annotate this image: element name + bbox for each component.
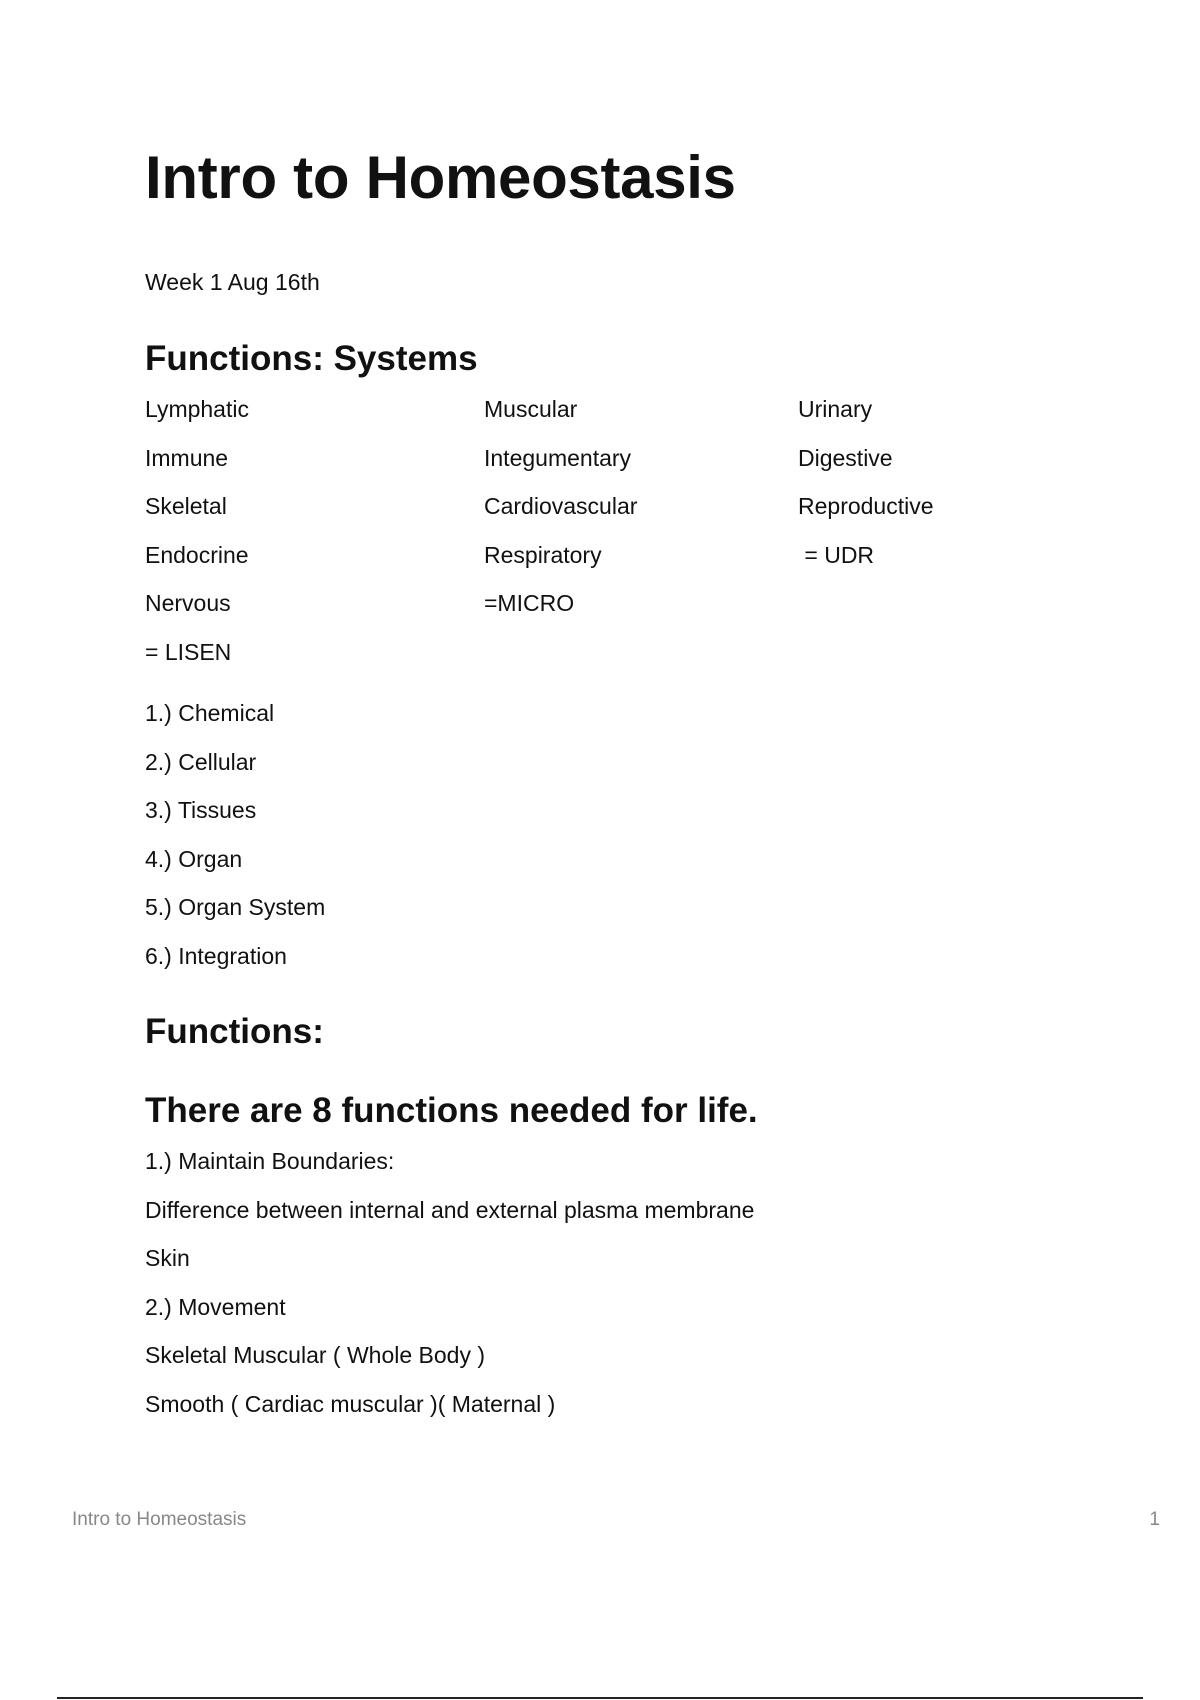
system-mnemonic: = LISEN bbox=[145, 638, 232, 665]
system-item: Endocrine bbox=[145, 541, 249, 568]
page-number: 1 bbox=[1149, 1509, 1160, 1530]
body-line: 2.) Movement bbox=[145, 1293, 286, 1320]
system-item: Muscular bbox=[484, 396, 578, 422]
systems-column-1 bbox=[145, 398, 249, 689]
system-item: Reproductive bbox=[798, 493, 934, 519]
footer-title: Intro to Homeostasis bbox=[72, 1509, 247, 1530]
body-line: Smooth ( Cardiac muscular )( Maternal ) bbox=[145, 1390, 556, 1417]
list-item: 5.) Organ System bbox=[145, 894, 326, 920]
functions-subheading: There are 8 functions needed for life. bbox=[145, 1091, 758, 1130]
systems-column-3 bbox=[798, 398, 934, 592]
body-line: Difference between internal and external plasma membrane bbox=[145, 1196, 755, 1223]
system-item: Skeletal bbox=[145, 493, 227, 519]
divider bbox=[57, 1697, 1143, 1699]
page-title: Intro to Homeostasis bbox=[145, 144, 736, 211]
list-item: 6.) Integration bbox=[145, 942, 287, 969]
system-item: Cardiovascular bbox=[484, 493, 638, 519]
list-item: 3.) Tissues bbox=[145, 797, 257, 823]
system-item: Urinary bbox=[798, 396, 873, 422]
list-item: 2.) Cellular bbox=[145, 748, 257, 775]
systems-grid bbox=[145, 398, 1045, 678]
functions-body bbox=[145, 1150, 754, 1441]
system-item: Lymphatic bbox=[145, 396, 249, 422]
system-item: Nervous bbox=[145, 590, 231, 616]
system-item: Immune bbox=[145, 444, 229, 471]
system-mnemonic: = UDR bbox=[798, 541, 875, 568]
organization-levels-list bbox=[145, 702, 325, 993]
systems-heading: Functions: Systems bbox=[145, 339, 478, 378]
body-line: 1.) Maintain Boundaries: bbox=[145, 1148, 395, 1174]
body-line: Skeletal Muscular ( Whole Body ) bbox=[145, 1342, 486, 1368]
systems-column-2 bbox=[484, 398, 637, 641]
system-mnemonic: =MICRO bbox=[484, 590, 575, 616]
system-item: Digestive bbox=[798, 444, 893, 471]
list-item: 4.) Organ bbox=[145, 845, 243, 872]
list-item: 1.) Chemical bbox=[145, 700, 275, 726]
functions-heading: Functions: bbox=[145, 1012, 324, 1051]
system-item: Integumentary bbox=[484, 444, 632, 471]
system-item: Respiratory bbox=[484, 541, 602, 568]
page-subtitle: Week 1 Aug 16th bbox=[145, 269, 320, 295]
body-line: Skin bbox=[145, 1245, 190, 1271]
